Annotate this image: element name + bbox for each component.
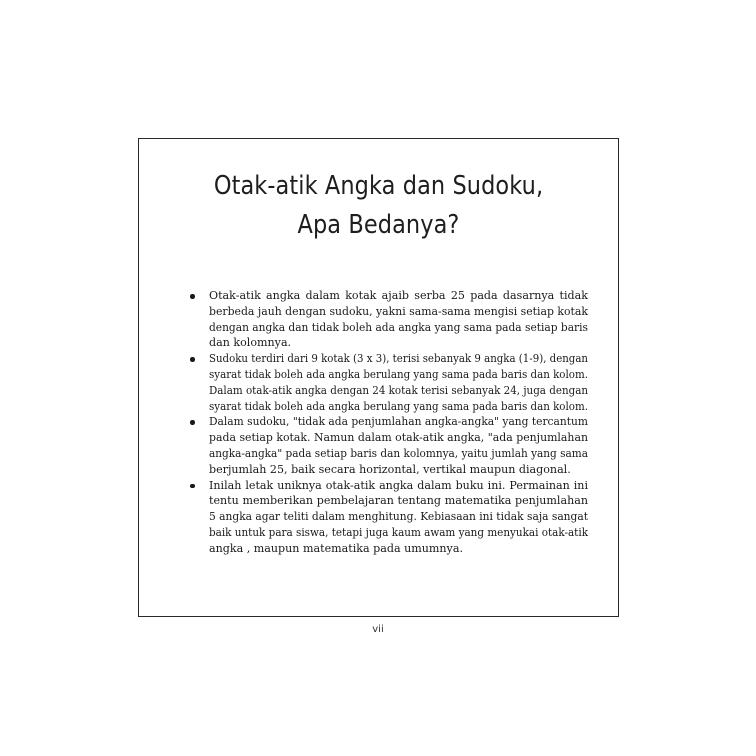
text-line: dan kolomnya.: [209, 336, 292, 350]
text-line: Sudoku terdiri dari 9 kotak (3 x 3), terisi sebanyak 9 angka (1-9), dengan: [209, 352, 588, 366]
bullet-item: [185, 288, 588, 351]
text-line: berjumlah 25, baik secara horizontal, vertikal maupun diagonal.: [209, 462, 571, 476]
text-line: Dalam sudoku, "tidak ada penjumlahan angka-angka" yang tercantum: [209, 415, 588, 429]
page-title-line-1: Otak-atik Angka dan Sudoku,: [213, 171, 544, 201]
page-number: vii: [372, 624, 384, 635]
bullet-dot-icon: [190, 420, 195, 425]
content-frame: [138, 138, 619, 617]
bullet-dot-icon: [190, 484, 195, 489]
bullet-item: [185, 351, 588, 414]
page-title: [168, 167, 590, 245]
text-line: Inilah letak uniknya otak-atik angka dalam buku ini. Permainan ini: [209, 478, 588, 492]
text-line: Otak-atik angka dalam kotak ajaib serba 25 pada dasarnya tidak: [209, 289, 588, 302]
page-title-line-2: Apa Bedanya?: [297, 210, 460, 240]
text-line: angka , maupun matematika pada umumnya.: [209, 541, 463, 555]
text-line: tentu memberikan pembelajaran tentang matematika penjumlahan: [209, 494, 588, 508]
text-line: syarat tidak boleh ada angka berulang yang sama pada baris dan kolom.: [209, 367, 588, 381]
text-line: baik untuk para siswa, tetapi juga kaum awam yang menyukai otak-atik: [209, 525, 588, 539]
text-line: pada setiap kotak. Namun dalam otak-atik angka, "ada penjumlahan: [209, 431, 588, 445]
text-line: syarat tidak boleh ada angka berulang yang sama pada baris dan kolom.: [209, 399, 588, 413]
bullet-item: [185, 478, 588, 557]
text-line: 5 angka agar teliti dalam menghitung. Kebiasaan ini tidak saja sangat: [209, 510, 588, 524]
bullet-dot-icon: [190, 357, 195, 362]
text-line: Dalam otak-atik angka dengan 24 kotak terisi sebanyak 24, juga dengan: [209, 383, 588, 397]
bullet-list: [185, 288, 588, 557]
bullet-item: [185, 414, 588, 477]
text-line: angka-angka" pada setiap baris dan kolomnya, yaitu jumlah yang sama: [209, 446, 588, 460]
bullet-dot-icon: [190, 294, 195, 299]
text-line: berbeda jauh dengan sudoku, yakni sama-sama mengisi setiap kotak: [209, 304, 588, 318]
text-line: dengan angka dan tidak boleh ada angka yang sama pada setiap baris: [209, 320, 588, 334]
